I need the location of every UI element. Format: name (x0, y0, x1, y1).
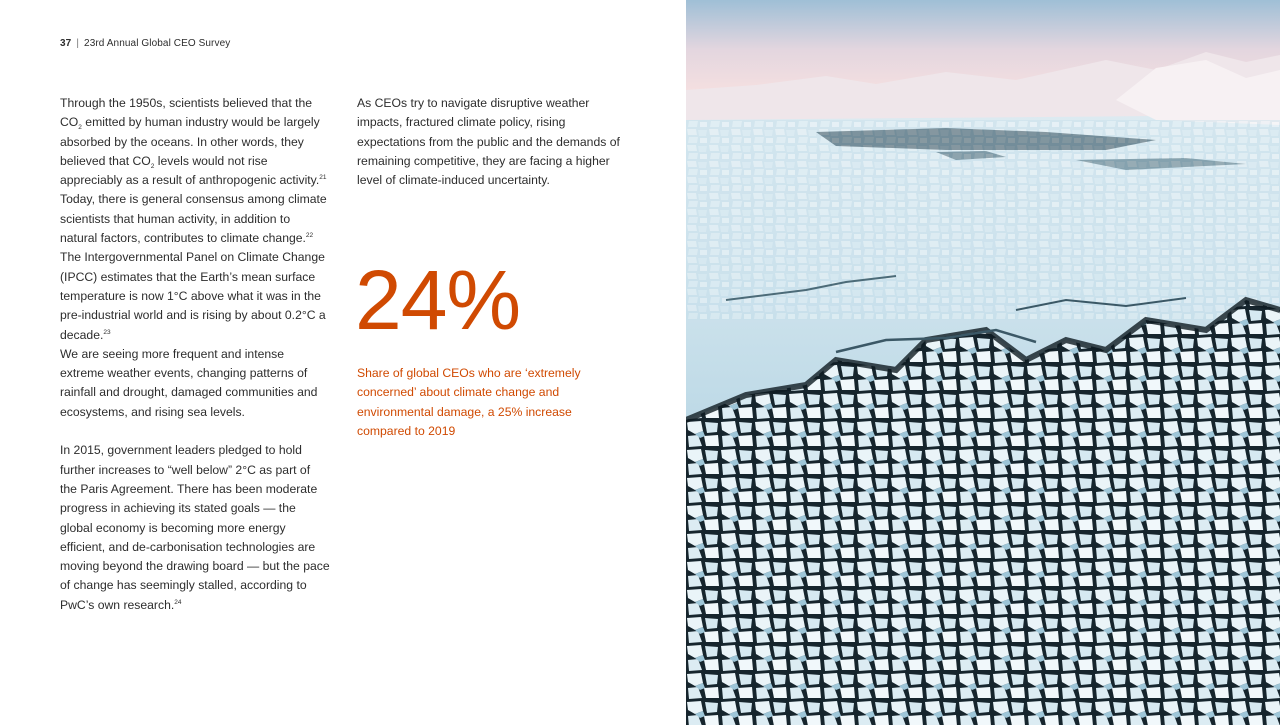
subscript: 2 (78, 124, 82, 132)
report-title: 23rd Annual Global CEO Survey (84, 38, 231, 49)
sea-ice-photo (686, 0, 1280, 725)
stat-caption: Share of global CEOs who are ‘extremely concerned’ about climate change and environmental damage, a 25% increase compared to 2019 (357, 366, 581, 438)
stat-value: 24% (355, 253, 521, 347)
text-run: We are seeing more frequent and intense extreme weather events, changing patterns of rainfall and drought, damaged communities and ecosystems, and rising sea levels. (60, 346, 318, 419)
text-run: emitted by human industry would be largely absorbed by the oceans. In other words, they believed that CO (60, 115, 320, 168)
text-run: Today, there is general consensus among climate scientists that human activity, in addition to natural factors, contributes to climate change. (60, 192, 327, 246)
paragraph-paris-agreement (60, 441, 330, 615)
footnote-ref: 24 (174, 598, 182, 606)
text-run: In 2015, government leaders pledged to hold further increases to “well below” 2°C as part of the Paris Agreement. There has been moderate progress in achieving its stated goals — the global economy is becoming more energy efficient, and de-carbonisation technologies are moving beyond the drawing board — but the pace of change has seemingly stalled, according to PwC’s own research. (60, 443, 330, 612)
text-run: levels would not rise appreciably as a result of anthropogenic activity. (60, 153, 320, 188)
paragraph-co2-history (60, 94, 330, 422)
text-run: The Intergovernmental Panel on Climate Change (IPCC) estimates that the Earth’s mean surface temperature is now 1°C above what it was in the pre-industrial world and is rising by about 0.2°C a decade. (60, 250, 326, 342)
footnote-ref: 22 (305, 232, 314, 240)
page-header (60, 38, 230, 49)
footnote-ref: 23 (103, 328, 111, 336)
subscript: 2 (150, 162, 155, 170)
left-column (60, 94, 330, 615)
slush-ice (686, 120, 1280, 320)
footnote-ref: 21 (319, 174, 327, 182)
header-separator: | (76, 38, 80, 49)
paragraph-ceo-uncertainty: As CEOs try to navigate disruptive weather impacts, fractured climate policy, rising expectations from the public and the demands of remaining competitive, they are facing a higher level of climate-induced uncertainty. (357, 96, 620, 188)
page-number: 37 (60, 38, 72, 49)
right-column (357, 94, 622, 190)
text-run: Through the 1950s, scientists believed that the CO (60, 96, 313, 130)
